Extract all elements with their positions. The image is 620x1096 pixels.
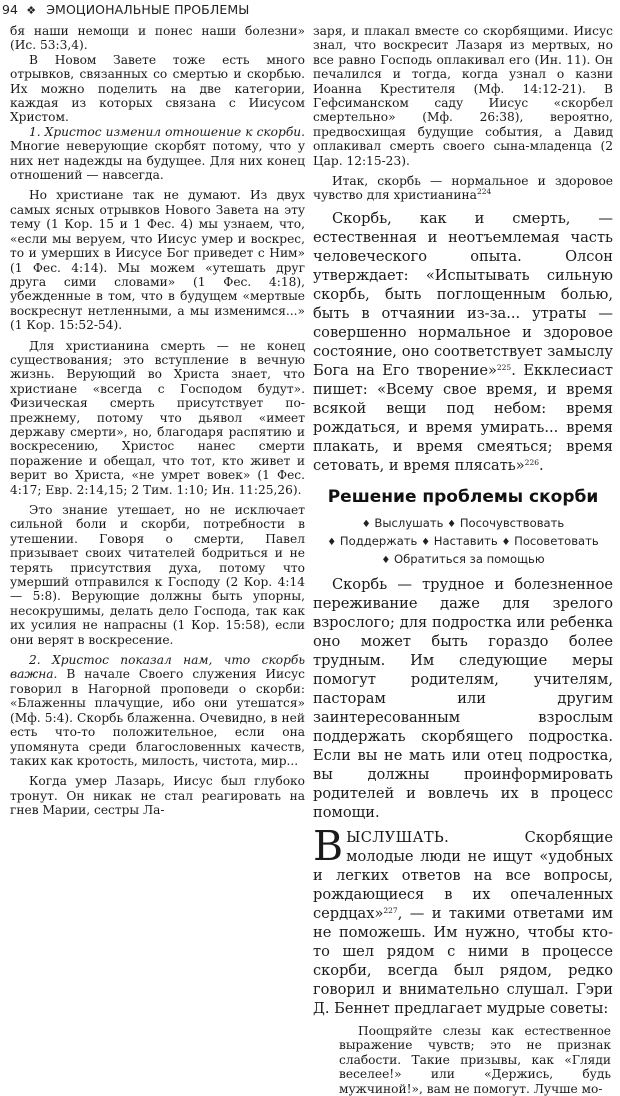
paragraph bbox=[313, 209, 613, 475]
paragraph: Скорбь — трудное и болезненное переживание даже для зрелого взрослого; для подростка или ребенка оно может быть гораздо более трудным. Им следующие меры помогут родителям, учителям, пасторам или другим заинтересованным взрослым поддержать скорбящего подростка. Если вы не мать или отец подростка, вы должны проинформировать родителей и вовлечь их в процесс помощи. bbox=[313, 575, 613, 821]
step-label: Посоветовать bbox=[514, 533, 599, 548]
paragraph: В Новом Завете тоже есть много отрывков, связанных со смертью и скорбью. Их можно поделить на две категории, каждая из которых связана с Иисусом Христом. bbox=[10, 52, 305, 125]
paragraph-text: . bbox=[539, 456, 544, 474]
paragraph-text: Многие неверующие скорбят потому, что у них нет надежды на будущее. Для них конец отношений — навсегда. bbox=[10, 139, 305, 183]
paragraph bbox=[10, 653, 305, 768]
steps-list bbox=[313, 515, 613, 569]
paragraph: бя наши немощи и понес наши болезни» (Ис. 53:3,4). bbox=[10, 24, 305, 53]
chapter-title: ЭМОЦИОНАЛЬНЫЕ ПРОБЛЕМЫ bbox=[46, 2, 250, 17]
diamond-icon: ♦ bbox=[447, 518, 457, 530]
paragraph-text: , — и такими ответами им не поможешь. Им нужно, чтобы кто-то шел рядом с ними в процессе скорби, всегда был рядом, редко говорил и внимательно слушал. Гэри Д. Беннет предлагает мудрые советы: bbox=[313, 904, 613, 1017]
step-label: Наставить bbox=[433, 533, 498, 548]
paragraph: Но христиане так не думают. Из двух самых ясных отрывков Нового Завета на эту тему (1 Кор. 15 и 1 Фес. 4) мы узнаем, что, «если мы веруем, что Иисус умер и воскрес, то и умерших в Иисусе Бог приведет с Ним» (1 Фес. 4:14). Мы можем «утешать друг друга сими словами» (1 Фес. 4:18), убежденные в том, что в будущем «мертвые воскреснут нетленными, а мы изменимся...» (1 Кор. 15:52-54). bbox=[10, 188, 305, 333]
footnote-ref: 226 bbox=[524, 457, 539, 467]
step-label: Обратиться за помощью bbox=[394, 551, 545, 566]
diamond-icon: ♦ bbox=[327, 536, 337, 548]
page-number: 94 bbox=[2, 2, 19, 17]
run-in-heading: ЫСЛУШАТЬ. bbox=[346, 828, 450, 846]
footnote-ref: 224 bbox=[476, 187, 492, 197]
paragraph bbox=[313, 821, 613, 1018]
subheading-italic: 1. Христос изменил отношение к скорби. bbox=[29, 124, 305, 139]
steps-line bbox=[313, 515, 613, 533]
paragraph-text: . Екклесиаст пишет: «Всему свое время, и время всякой вещи под небом: время рождаться, и время умирать... время плакать, и время смеяться; время сетовать, и время плясать» bbox=[313, 361, 613, 474]
paragraph: Для христианина смерть — не конец существования; это вступление в вечную жизнь. Верующий во Христа знает, что христиане «всегда с Господом будут». Физическая смерть присутствует по-прежнему, потому что дьявол «имеет державу смерти», но, благодаря распятию и воскресению, Христос нанес смерти поражение и обещал, что тот, кто живет и верит во Христа, «не умрет вовек» (1 Фес. 4:17; Евр. 2:14,15; 2 Тим. 1:10; Ин. 11:25,26). bbox=[10, 338, 305, 497]
paragraph-text: Скорбь, как и смерть, — естественная и неотъемлемая часть человеческого опыта. Олсон утверждает: «Испытывать сильную скорбь, быть поглощенным болью, быть в отчаянии из-за... утраты — совершенно нормальное и здоровое состояние, оно соответствует замыслу Бога на Его творение» bbox=[313, 209, 613, 379]
diamond-icon: ♦ bbox=[421, 536, 431, 548]
block-quote: Поощряйте слезы как естественное выражение чувств; это не признак слабости. Такие призывы, как «Гляди веселее!» или «Держись, будь мужчиной!», вам не помогут. Лучше мо- bbox=[339, 1023, 611, 1096]
footnote-ref: 227 bbox=[383, 905, 398, 915]
diamond-icon: ♦ bbox=[361, 518, 371, 530]
section-heading: Решение проблемы скорби bbox=[327, 486, 599, 507]
steps-line bbox=[313, 533, 613, 551]
paragraph-text: Итак, скорбь — нормальное и здоровое чувство для христианина bbox=[313, 174, 613, 203]
paragraph: заря, и плакал вместе со скорбящими. Иисус знал, что воскресит Лазаря из мертвых, но все равно Господь оплакивал его (Ин. 11). Он печалился и тогда, когда узнал о казни Иоанна Крестителя (Мф. 14:12-21). В Гефсиманском саду Иисус «скорбел смертельно» (Мф. 26:38), вероятно, предвосхищая будущие события, а Давид оплакивал смерть своего сына-младенца (2 Цар. 12:15-23). bbox=[313, 24, 613, 168]
paragraph: Это знание утешает, но не исключает сильной боли и скорби, потребности в утешении. Говоря о смерти, Павел призывает своих читателей бодриться и не терять присутствия духа, потому что умерший отправился к Господу (2 Кор. 4:14 — 5:8). Верующие должны быть упорны, несокрушимы, делать дело Господа, так как их усилия не напрасны (1 Кор. 15:58), если они верят в воскресение. bbox=[10, 503, 305, 647]
paragraph bbox=[10, 125, 305, 183]
paragraph bbox=[313, 174, 613, 203]
paragraph: Когда умер Лазарь, Иисус был глубоко тронут. Он никак не стал реагировать на гнев Марии, сестры Ла- bbox=[10, 774, 305, 818]
step-label: Поддержать bbox=[339, 533, 418, 548]
paragraph-text: В начале Своего служения Иисус говорил в Нагорной проповеди о скорби: «Блаженны плачущие, ибо они утешатся» (Мф. 5:4). Скорбь блаженна. Очевидно, в ней есть что-то положительное, если она упомянута среди благословенных качеств, таких как кротость, милость, чистота, мир... bbox=[10, 667, 305, 768]
step-label: Посочувствовать bbox=[459, 515, 565, 530]
subheading-italic: 2. Христос показал нам, что скорбь важна. bbox=[10, 653, 305, 682]
running-head bbox=[2, 2, 249, 17]
step-label: Выслушать bbox=[374, 515, 444, 530]
diamond-icon: ♦ bbox=[501, 536, 511, 548]
footnote-ref: 225 bbox=[496, 362, 512, 372]
ornament-icon: ❖ bbox=[26, 4, 37, 17]
steps-line bbox=[313, 551, 613, 569]
diamond-icon: ♦ bbox=[381, 554, 391, 566]
right-column bbox=[313, 24, 613, 1096]
drop-cap: В bbox=[313, 821, 344, 870]
paragraph-text: Скорбящие молодые люди не ищут «удобных и легких ответов на все вопросы, рождающиеся в их опечаленных сердцах» bbox=[313, 828, 613, 922]
left-column bbox=[10, 24, 305, 996]
